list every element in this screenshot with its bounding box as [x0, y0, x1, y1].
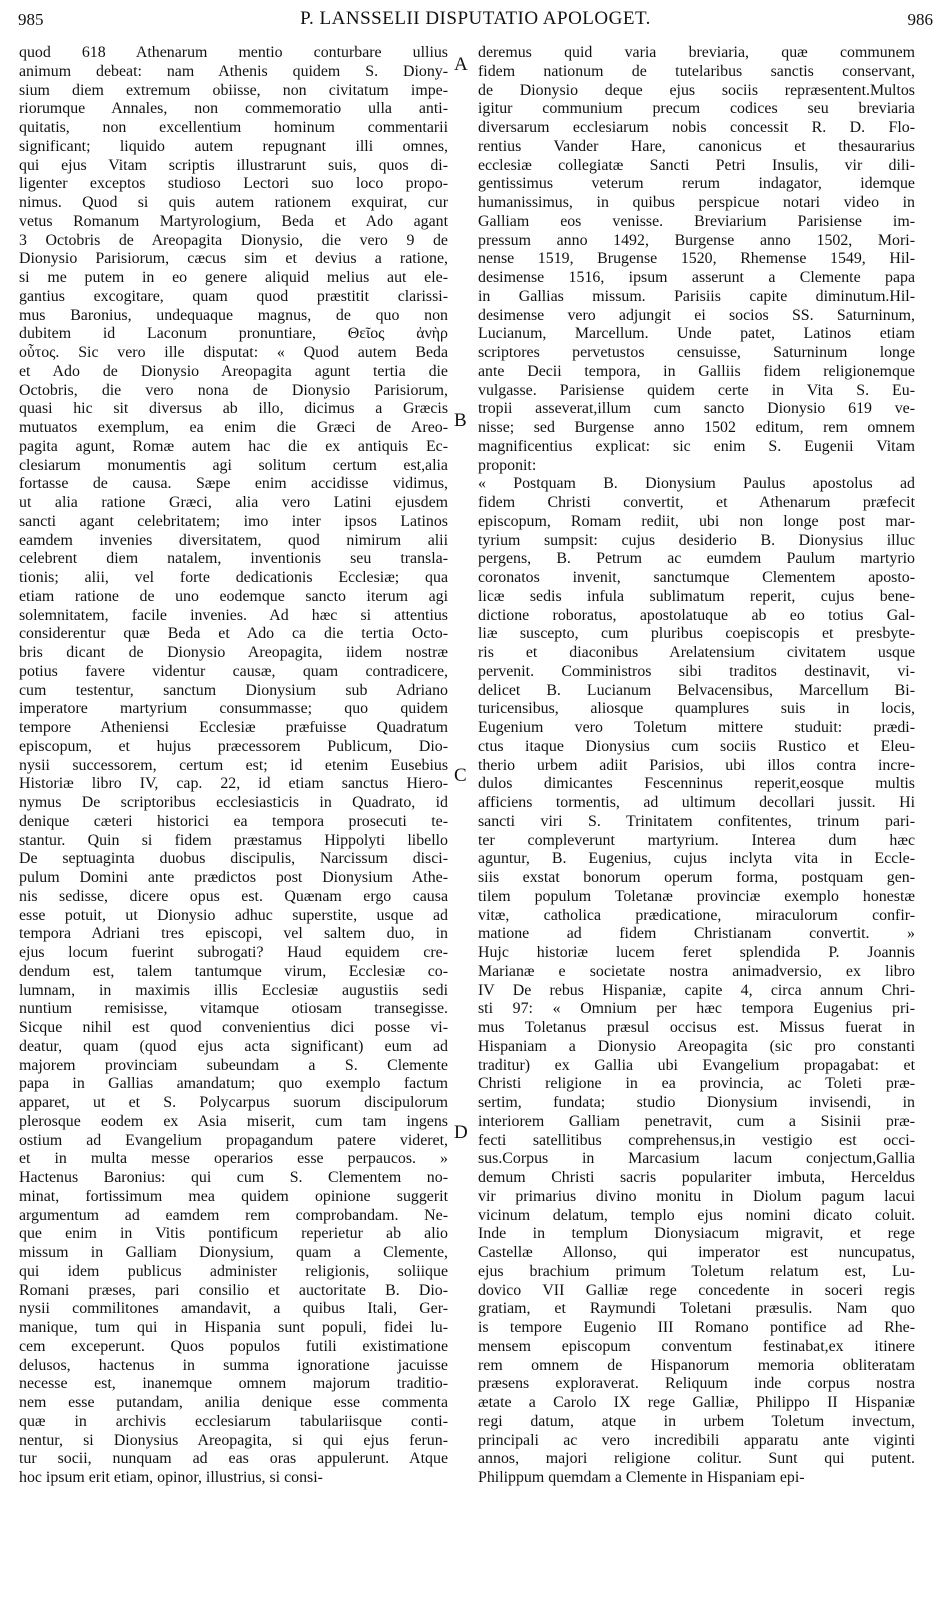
- text-line: quasi hic sit diversus ab illo, dicimus a Græcis: [19, 400, 448, 418]
- text-line: regi datum, atque in urbem Toletum invectum,: [478, 1412, 915, 1430]
- text-line: lumnam, in maximis illis Ecclesiæ augustiis sedi: [19, 981, 448, 999]
- text-line: ejus locum fuerint subrogati? Haud equidem cre-: [19, 944, 448, 961]
- text-line: pagita agunt, Romæ autem hac die ex antiquis Ec-: [19, 437, 448, 455]
- text-line: ætate a Carolo IX rege Galliæ, Philippo II Hispaniæ: [478, 1394, 915, 1411]
- text-line: traditur) ex Gallia ubi Evangelium propagabat: et: [478, 1056, 915, 1074]
- text-line: dictione roboratus, apostolatuque ab eo totius Gal-: [478, 606, 915, 624]
- text-line: principali ac vero incredibili apparatu ante viginti: [478, 1431, 915, 1449]
- text-line: « Postquam B. Dionysium Paulus apostolus ad: [478, 475, 915, 493]
- text-line: annos, majori religione colitur. Sunt qui putent.: [478, 1450, 915, 1468]
- text-line: præsens exploraverat. Reliquum inde corpus nostra: [478, 1375, 915, 1393]
- text-line: tilem populum Toletanæ provinciæ exemplo honestæ: [478, 887, 915, 905]
- text-line: Hispaniam a Dionysio Areopagita (sic pro constanti: [478, 1037, 915, 1055]
- text-line: fortasse de causa. Sæpe enim accidisse vidimus,: [19, 475, 448, 493]
- text-line: clesiarum monumentis agi solitum certum est,alia: [19, 456, 448, 474]
- text-line: nuntium remisisse, vitamque otiosam transegisse.: [19, 1000, 448, 1018]
- text-line: humanissimus, in quibus perspicue notari video in: [478, 194, 915, 211]
- page-number-left: 985: [18, 10, 44, 29]
- text-line: minat, fortissimum mea quidem opinione suggerit: [19, 1187, 448, 1205]
- text-line: tionis; alii, vel forte dedicationis Ecclesiæ; qua: [19, 569, 448, 586]
- text-line: turicensibus, aliosque quamplures suis in locis,: [478, 700, 915, 718]
- text-line: nense 1519, Brugense 1520, Rhemense 1549, Hil-: [478, 250, 915, 268]
- text-line: sertim, fundata; studio Dionysium invisendi, in: [478, 1094, 915, 1111]
- text-line: considerentur quæ Beda et Ado ca die tertia Octo-: [19, 625, 448, 643]
- text-line: celebrent diem natalem, inventionis seu transla-: [19, 550, 448, 568]
- text-line: sium diem extremum obiisse, non civitatum impe-: [19, 81, 448, 99]
- text-line: riorumque Annales, non commemoratio ulla anti-: [19, 100, 448, 118]
- text-line: vetus Romanum Martyrologium, Beda et Ado agant: [19, 212, 448, 230]
- text-line: stantur. Quin si fidem præstamus Hippolyti libello: [19, 831, 448, 849]
- text-line: desimense 1516, ipsum asserunt a Clemente papa: [478, 269, 915, 286]
- text-line: vicinum delatum, templo ejus nomini dicato coluit.: [478, 1206, 915, 1224]
- text-line: vulgasse. Parisiense quidem certe in Vita S. Eu-: [478, 381, 915, 399]
- text-line: Sicque nihil est quod convenientius dici posse vi-: [19, 1019, 448, 1036]
- text-line: nis sedisse, dicere opus est. Quænam ergo causa: [19, 887, 448, 905]
- text-line: matione ad fidem Christianam convertit. »: [478, 925, 915, 943]
- text-line: mutuatos exemplum, ea enim die Græci de Areo-: [19, 419, 448, 436]
- text-line: esse potuit, ut Dionysio adhuc superstite, usque ad: [19, 906, 448, 924]
- text-line: licæ sedis infula sublimatum reperit, cujus bene-: [478, 587, 915, 605]
- text-line: nem esse putandam, anilia denique esse commenta: [19, 1394, 448, 1411]
- text-line: vir primarius divino monitu in Diolum pagum lacui: [478, 1187, 915, 1205]
- text-line: sancti viri S. Trinitatem confitentes, trinum pari-: [478, 812, 915, 830]
- text-line: nentur, si Dionysius Areopagita, si qui ejus ferun-: [19, 1431, 448, 1449]
- text-line: cem exceperunt. Quos populos futili existimatione: [19, 1337, 448, 1355]
- text-line: potius favere videntur causæ, quam contradicere,: [19, 662, 448, 680]
- text-line: ctus itaque Dionysius cum sociis Rustico et Eleu-: [478, 737, 915, 755]
- text-line: de Dionysio deque ejus sociis repræsentent.Multos: [478, 81, 915, 99]
- text-line: Marianæ e societate nostra animadversio, ex libro: [478, 962, 915, 980]
- text-line: ut alia ratione Græci, alia vero Latini ejusdem: [19, 494, 448, 511]
- text-line: sancti agant celebritatem; imo inter ipsos Latinos: [19, 512, 448, 530]
- text-line: animum debeat: nam Athenis quidem S. Diony-: [19, 62, 448, 80]
- section-marker-c: C: [454, 765, 467, 786]
- text-line: episcopum, Romam rediit, ubi non longe post mar-: [478, 512, 915, 530]
- text-line: denique cæteri historici ea tempora prosecuti te-: [19, 812, 448, 830]
- text-line: plerosque eodem ex Asia miserit, cum tam ingens: [19, 1112, 448, 1130]
- text-line: interiorem Galliam penetravit, cum a Sisinii præ-: [478, 1112, 915, 1130]
- text-line: qui idem publicus administer religionis, soliique: [19, 1262, 448, 1280]
- text-line: desimense vero adjungit ei socios SS. Saturninum,: [478, 306, 915, 324]
- text-line: necesse est, inanemque omnem majorum traditio-: [19, 1375, 448, 1393]
- text-line: Dionysio Parisiorum, cæcus sim et devius a ratione,: [19, 250, 448, 268]
- text-line: tempore Atheniensi Ecclesiæ præfuisse Quadratum: [19, 719, 448, 736]
- text-line: Romani præses, pari consilio et auctoritate B. Dio-: [19, 1281, 448, 1299]
- text-line: argumentum ad eamdem rem comprobandam. Ne-: [19, 1206, 448, 1224]
- text-line: De septuaginta duobus discipulis, Narcissum disci-: [19, 850, 448, 868]
- text-line: fecti satellitibus comprehensus,in vestigio est occi-: [478, 1131, 915, 1149]
- right-column: [478, 44, 915, 1488]
- text-line: mus Toletanus præsul occisus est. Missus fuerat in: [478, 1019, 915, 1036]
- text-line: dulos dimicantes Fescenninus reperit,eosque multis: [478, 775, 915, 793]
- text-line: rentius Vander Hare, canonicus et thesaurarius: [478, 137, 915, 155]
- section-marker-b: B: [454, 410, 467, 431]
- text-line: tropii asseverat,illum cum sancto Dionysio 619 ve-: [478, 400, 915, 418]
- text-line: si me putem in eo genere aliquid melius aut ele-: [19, 269, 448, 286]
- section-marker-d: D: [454, 1122, 468, 1143]
- text-line: hoc ipsum erit etiam, opinor, illustrius, si consi-: [19, 1469, 323, 1486]
- text-line: nimus. Quod si quis autem rationem exquirat, cur: [19, 194, 448, 211]
- text-line: pervenit. Comministros sibi traditos destinavit, vi-: [478, 662, 915, 680]
- text-line: Castellæ Allonso, qui imperator est nuncupatus,: [478, 1244, 915, 1261]
- text-line: afficiens tormentis, ad ultimum decollari jussit. Hi: [478, 794, 915, 811]
- text-line: etiam ratione de uno eodemque sancto iterum agi: [19, 587, 448, 605]
- text-line: delusos, hactenus in summa ignoratione jacuisse: [19, 1356, 448, 1374]
- text-line: quod 618 Athenarum mentio conturbare ullius: [19, 44, 448, 61]
- text-line: therio urbem adiit Parisios, ubi illos contra incre-: [478, 756, 915, 774]
- text-line: aguntur, B. Eugenius, cujus inclyta vita in Eccle-: [478, 850, 915, 868]
- text-line: sus.Corpus in Marcasium lacum conjectum,Gallia: [478, 1150, 915, 1168]
- text-line: gentissimus veterum rerum indagator, idemque: [478, 175, 915, 193]
- text-line: οὗτος. Sic vero ille disputat: « Quod autem Beda: [19, 344, 448, 361]
- text-line: ter compleverunt martyrium. Interea dum hæc: [478, 831, 915, 849]
- text-line: siis exstat bonorum operum forma, postquam gen-: [478, 869, 915, 886]
- text-line: eamdem invenies diversitatem, quod nimirum alii: [19, 531, 448, 549]
- text-line: ante Decii tempora, in Galliis fidem religionemque: [478, 362, 915, 380]
- text-line: deremus quid varia breviaria, quæ communem: [478, 44, 915, 61]
- text-line: tyrium sumpsit: cujus desiderio B. Dionysius illuc: [478, 531, 915, 549]
- text-line: nysii commilitones amandavit, a quibus Itali, Ger-: [19, 1300, 448, 1318]
- text-line: Hactenus Baronius: qui cum S. Clementem no-: [19, 1169, 448, 1186]
- text-line: sti 97: « Omnium per hæc tempora Eugenius pri-: [478, 1000, 915, 1018]
- text-line: majorem provinciam subeundam a S. Clemente: [19, 1056, 448, 1074]
- text-line: episcopum, et hujus præcessorem Publicum, Dio-: [19, 737, 448, 755]
- text-line: 3 Octobris de Areopagita Dionysio, die vero 9 de: [19, 231, 448, 249]
- text-line: ecclesiæ collegiatæ Sancti Petri Insulis, vir dili-: [478, 156, 915, 174]
- text-line: quæ in archivis ecclesiarum tabulariisque conti-: [19, 1412, 448, 1430]
- text-line: pressum anno 1492, Burgense anno 1502, Mori-: [478, 231, 915, 249]
- text-line: scriptores pervetustos censuisse, Saturninum longe: [478, 344, 915, 361]
- text-line: et in multa messe operarios esse perpaucos. »: [19, 1150, 448, 1168]
- text-line: liæ suscepto, cum pluribus coepiscopis et presbyte-: [478, 625, 915, 643]
- text-line: Inde in templum Dionysiacum migravit, et rege: [478, 1225, 915, 1243]
- text-line: fidem nationum de tutelaribus sanctis conservant,: [478, 62, 915, 80]
- text-line: rem omnem de Hispanorum memoria obliteratam: [478, 1356, 915, 1374]
- text-line: is tempore Eugenio III Romano pontifice ad Rhe-: [478, 1319, 915, 1336]
- text-line: vitæ, catholica prædicatione, miraculorum confir-: [478, 906, 915, 924]
- text-line: proponit:: [478, 456, 537, 474]
- text-line: nymus De scriptoribus ecclesiasticis in Quadrato, id: [19, 794, 448, 811]
- text-line: bris dicant de Dionysio Areopagita, iidem nostræ: [19, 644, 448, 661]
- text-line: Lucianum, Marcellum. Unde patet, Latinos etiam: [478, 325, 915, 343]
- page-number-right: 986: [907, 10, 933, 29]
- text-line: tur socii, nunquam ad eas oras appulerunt. Atque: [19, 1450, 448, 1468]
- text-line: diversarum ecclesiarum nobis concessit R. D. Flo-: [478, 119, 915, 136]
- text-line: Eugenium vero Toletum mittere studuit: prædi-: [478, 719, 915, 736]
- text-line: qui ejus Vitam scriptis illustrarunt suis, quos di-: [19, 156, 448, 174]
- text-line: pulum Domini ante prædictos post Dionysium Athe-: [19, 869, 448, 886]
- text-line: igitur communium precum codices seu breviaria: [478, 100, 915, 118]
- text-line: ostium ad Evangelium propagandum patere videret,: [19, 1131, 448, 1149]
- text-line: dendum est, talem tantumque virum, Ecclesiæ co-: [19, 962, 448, 980]
- text-line: quitatis, non excellentium hominum commentarii: [19, 119, 448, 136]
- section-marker-a: A: [454, 54, 468, 75]
- text-line: coronatos invenit, sanctumque Clementem aposto-: [478, 569, 915, 586]
- text-line: significant; liquido autem repugnant illi omnes,: [19, 137, 448, 155]
- text-line: mensem episcopum conventum festinabat,ex itinere: [478, 1337, 915, 1355]
- text-line: nysii successorem, certum est; id etenim Eusebius: [19, 756, 448, 774]
- text-line: dovico VII Galliæ rege concedente in soceri regis: [478, 1281, 915, 1299]
- text-line: Galliam eos venisse. Breviarium Parisiense im-: [478, 212, 915, 230]
- text-line: demum Christi sacris populariter imbuta, Herceldus: [478, 1169, 915, 1186]
- text-line: manique, tum qui in Hispania sunt populi, fidei lu-: [19, 1319, 448, 1336]
- text-line: IV De rebus Hispaniæ, capite 4, circa annum Chri-: [478, 981, 915, 999]
- text-line: gantius excogitare, quam quod præstitit clarissi-: [19, 287, 448, 305]
- text-line: missum in Galliam Dionysium, quam a Clemente,: [19, 1244, 448, 1261]
- text-line: in Gallias missum. Parisiis capite diminutum.Hil-: [478, 287, 915, 305]
- text-line: que enim in Vitis pontificum reperietur ab alio: [19, 1225, 448, 1243]
- text-line: imperatore martyrium consummasse; quo quidem: [19, 700, 448, 718]
- text-line: mus Baronius, undequaque magnus, de quo non: [19, 306, 448, 324]
- text-line: nisse; sed Burgense anno 1502 editum, rem omnem: [478, 419, 915, 436]
- text-line: apparet, ut et S. Polycarpus suorum discipulorum: [19, 1094, 448, 1111]
- text-line: Philippum quemdam a Clemente in Hispaniam epi-: [478, 1469, 805, 1486]
- text-line: magnificentius explicat: sic enim S. Eugenii Vitam: [478, 437, 915, 455]
- text-line: Christi religione in ea provincia, ac Toleti præ-: [478, 1075, 915, 1093]
- text-line: ris et diaconibus Arelatensium civitatem usque: [478, 644, 915, 661]
- running-title: P. LANSSELII DISPUTATIO APOLOGET.: [300, 8, 651, 29]
- running-header: [0, 8, 951, 34]
- text-line: Octobris, die vero nona de Dionysio Parisiorum,: [19, 381, 448, 399]
- text-line: Hujc historiæ lucem feret splendida P. Joannis: [478, 944, 915, 961]
- text-line: papa in Gallias amandatum; quo exemplo factum: [19, 1075, 448, 1093]
- text-line: solemnitatem, facile invenies. Ad hæc si attentius: [19, 606, 448, 624]
- text-line: pergens, B. Petrum ac eumdem Paulum martyrio: [478, 550, 915, 568]
- text-line: tempora Adriani tres episcopi, vel saltem duo, in: [19, 925, 448, 943]
- left-column: [19, 44, 448, 1488]
- text-line: gratiam, et Raymundi Toletani præsulis. Nam quo: [478, 1300, 915, 1318]
- text-line: cum testentur, sanctum Dionysium sub Adriano: [19, 681, 448, 699]
- text-line: ligenter exceptos studioso Lectori suo loco propo-: [19, 175, 448, 193]
- text-line: Historiæ libro IV, cap. 22, id etiam sanctus Hiero-: [19, 775, 448, 793]
- text-line: et Ado de Dionysio Areopagita agunt tertia die: [19, 362, 448, 380]
- text-line: delicet B. Lucianum Belvacensibus, Marcellum Bi-: [478, 681, 915, 699]
- text-line: ejus brachium primum Toletum relatum est, Lu-: [478, 1262, 915, 1280]
- text-line: fidem Christi convertit, et Athenarum præfecit: [478, 494, 915, 511]
- text-line: dubitem id Laconum pronuntiare, Θεῖος ἀνὴρ: [19, 325, 448, 343]
- text-line: deatur, quam (quod ejus acta significant) eum ad: [19, 1037, 448, 1055]
